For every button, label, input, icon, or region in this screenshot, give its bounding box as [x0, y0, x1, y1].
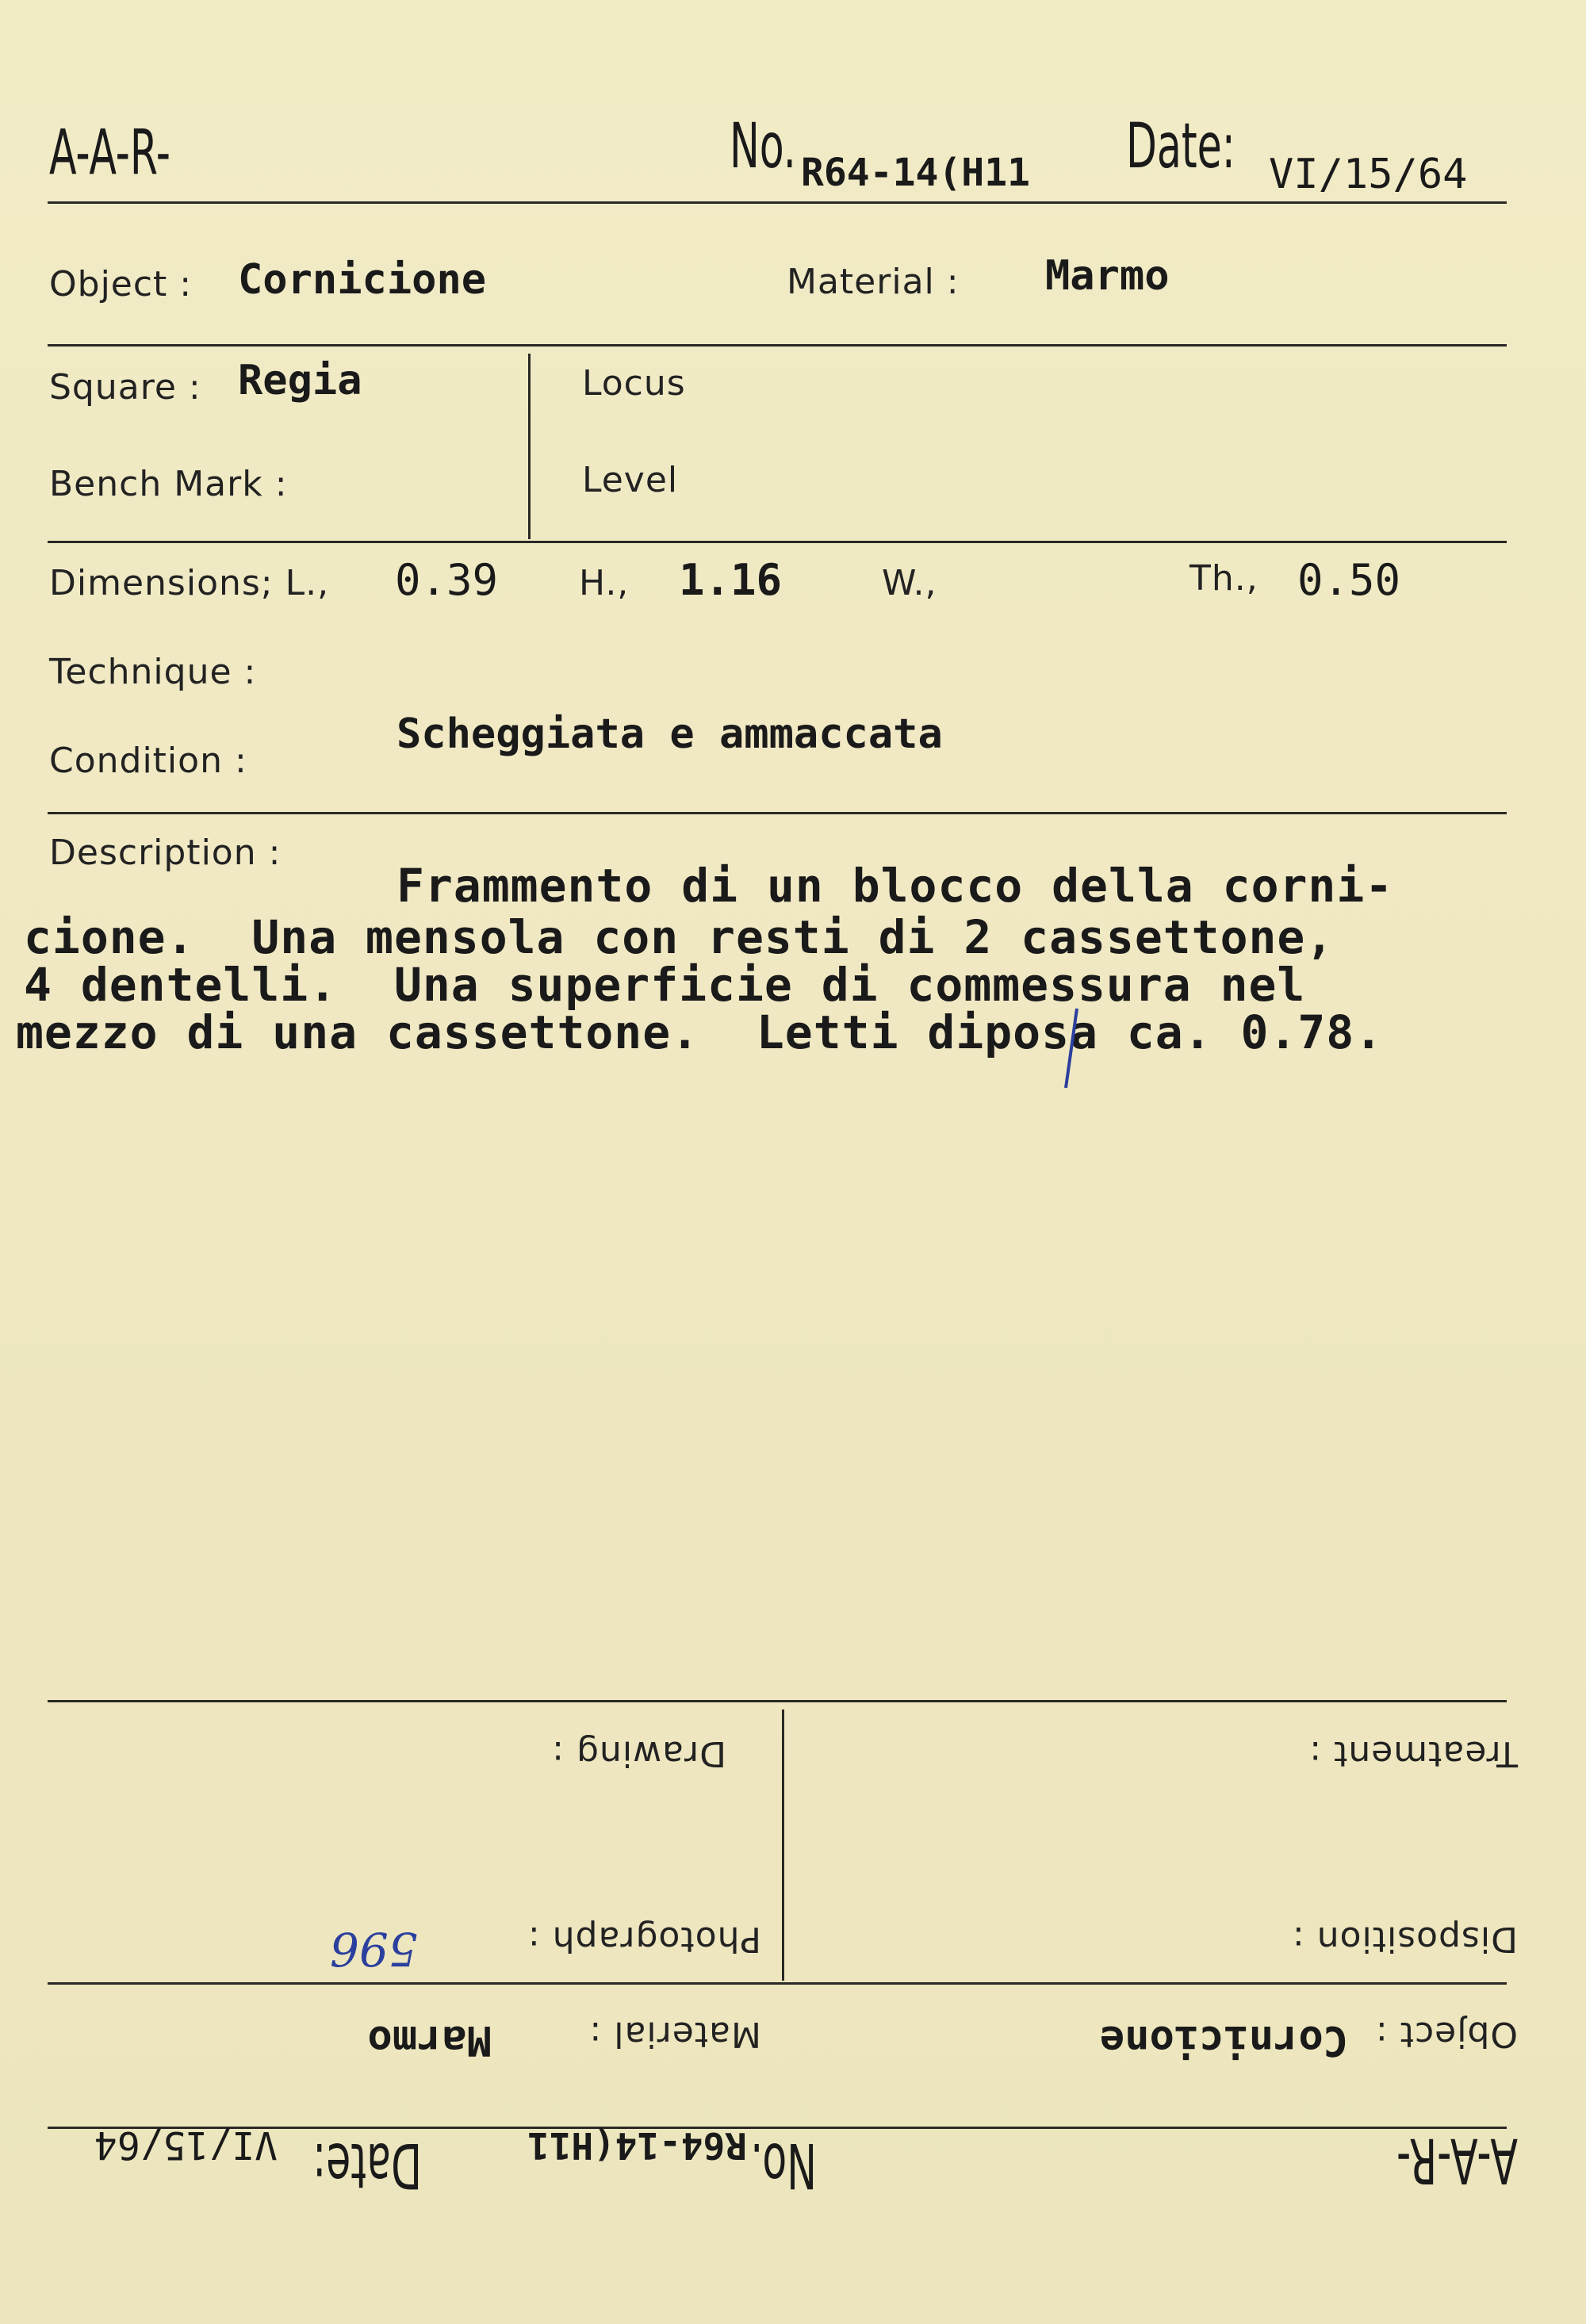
footer-date-label: Date: [312, 2129, 422, 2200]
disposition-label: Disposition : [1291, 1919, 1518, 1959]
level-label: Level [582, 460, 679, 500]
drawing-label: Drawing : [551, 1733, 726, 1774]
footer-number-label: No. [750, 2129, 817, 2200]
treatment-label: Treatment : [1308, 1733, 1518, 1774]
number-label: No. [730, 111, 796, 182]
number-value: R64-14(H11 [801, 151, 1030, 195]
date-value: VI/15/64 [1269, 151, 1468, 198]
length-value: 0.39 [395, 555, 499, 605]
description-line-4: mezzo di una cassettone. Letti diposa ca. 0.78. [16, 1005, 1384, 1059]
description-line-2: cione. Una mensola con resti di 2 cassettone, [24, 910, 1335, 964]
footer-material-value: Marmo [367, 2016, 492, 2064]
card-prefix: A-A-R- [49, 117, 170, 189]
description-label: Description : [49, 833, 282, 873]
width-label: W., [882, 563, 937, 603]
object-label: Object : [49, 264, 193, 304]
footer-material-label: Material : [588, 2014, 761, 2054]
condition-label: Condition : [49, 741, 247, 781]
height-value: 1.16 [679, 555, 783, 605]
height-label: H., [579, 563, 630, 603]
footer-card-prefix: A-A-R- [1396, 2124, 1518, 2196]
locus-label: Locus [582, 363, 686, 404]
bench-mark-label: Bench Mark : [49, 464, 288, 504]
photograph-label: Photograph : [527, 1919, 761, 1959]
square-value: Regia [238, 357, 362, 404]
date-label: Date: [1126, 111, 1235, 182]
technique-label: Technique : [49, 652, 257, 692]
condition-value: Scheggiata e ammaccata [396, 710, 943, 758]
footer-object-value: Cornicione [1099, 2016, 1348, 2064]
description-line-1: Frammento di un blocco della corni- [396, 859, 1394, 913]
material-value: Marmo [1045, 252, 1170, 300]
description-line-3: 4 dentelli. Una superficie di commessura nel [24, 958, 1306, 1012]
footer-object-label: Object : [1374, 2014, 1518, 2054]
thickness-value: 0.50 [1297, 555, 1401, 605]
photograph-number: 596 [330, 1922, 418, 1976]
material-label: Material : [787, 262, 960, 302]
square-label: Square : [49, 367, 201, 408]
object-value: Cornicione [238, 256, 487, 304]
thickness-label: Th., [1190, 558, 1258, 599]
footer-date-value: VI/15/64 [94, 2123, 278, 2167]
dimensions-label: Dimensions; L., [49, 563, 330, 603]
footer-number-value: R64-14(H11 [527, 2124, 747, 2167]
